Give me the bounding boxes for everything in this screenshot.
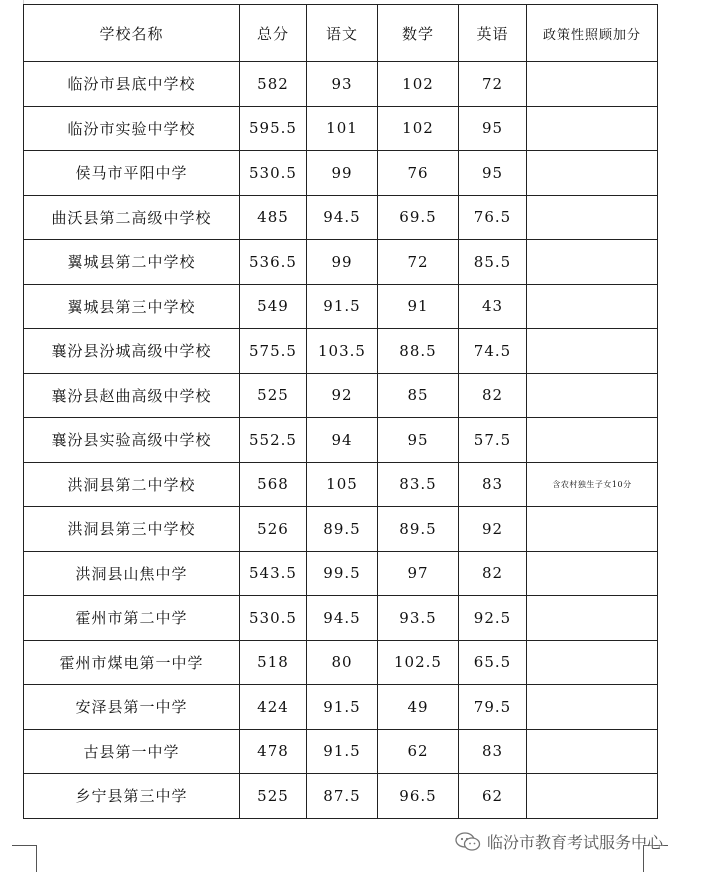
cell-school: 襄汾县赵曲高级中学校	[24, 373, 240, 418]
cell-total: 552.5	[240, 418, 307, 463]
cell-english: 76.5	[459, 195, 527, 240]
cell-math: 72	[378, 240, 459, 285]
cell-note	[527, 329, 658, 374]
cell-note	[527, 373, 658, 418]
cell-total: 485	[240, 195, 307, 240]
cell-chinese: 99	[307, 240, 378, 285]
cell-note	[527, 151, 658, 196]
table-row	[24, 240, 658, 285]
cell-school: 临汾市县底中学校	[24, 62, 240, 107]
cell-math: 97	[378, 551, 459, 596]
table-body	[24, 62, 658, 819]
cell-math: 102.5	[378, 640, 459, 685]
cell-note	[527, 596, 658, 641]
cell-note: 含农村独生子女10分	[527, 462, 658, 507]
table-row	[24, 774, 658, 819]
cell-chinese: 103.5	[307, 329, 378, 374]
cell-english: 57.5	[459, 418, 527, 463]
cell-chinese: 87.5	[307, 774, 378, 819]
cell-math: 102	[378, 62, 459, 107]
cell-school: 侯马市平阳中学	[24, 151, 240, 196]
cell-school: 洪洞县山焦中学	[24, 551, 240, 596]
scores-table	[23, 4, 658, 819]
cell-note	[527, 640, 658, 685]
cell-english: 79.5	[459, 685, 527, 730]
cell-school: 安泽县第一中学	[24, 685, 240, 730]
cell-chinese: 101	[307, 106, 378, 151]
header-row	[24, 5, 658, 62]
cell-note	[527, 685, 658, 730]
cell-english: 95	[459, 151, 527, 196]
cell-total: 526	[240, 507, 307, 552]
cell-school: 洪洞县第二中学校	[24, 462, 240, 507]
page-corner-mark-left-vertical	[36, 845, 37, 872]
cell-english: 83	[459, 462, 527, 507]
table-row	[24, 373, 658, 418]
cell-chinese: 99	[307, 151, 378, 196]
cell-english: 92.5	[459, 596, 527, 641]
cell-note	[527, 507, 658, 552]
table-row	[24, 195, 658, 240]
cell-note	[527, 284, 658, 329]
cell-total: 530.5	[240, 596, 307, 641]
cell-school: 洪洞县第三中学校	[24, 507, 240, 552]
cell-chinese: 92	[307, 373, 378, 418]
header-school: 学校名称	[24, 5, 240, 62]
table-row	[24, 106, 658, 151]
cell-total: 536.5	[240, 240, 307, 285]
cell-chinese: 94.5	[307, 596, 378, 641]
header-chinese: 语文	[307, 5, 378, 62]
cell-note	[527, 774, 658, 819]
cell-school: 翼城县第三中学校	[24, 284, 240, 329]
cell-chinese: 80	[307, 640, 378, 685]
cell-chinese: 99.5	[307, 551, 378, 596]
header-english: 英语	[459, 5, 527, 62]
table-row	[24, 685, 658, 730]
cell-english: 92	[459, 507, 527, 552]
table-row	[24, 462, 658, 507]
cell-total: 530.5	[240, 151, 307, 196]
cell-english: 62	[459, 774, 527, 819]
watermark-text: 临汾市教育考试服务中心	[487, 833, 664, 852]
cell-school: 古县第一中学	[24, 729, 240, 774]
cell-chinese: 94.5	[307, 195, 378, 240]
cell-school: 襄汾县实验高级中学校	[24, 418, 240, 463]
cell-english: 43	[459, 284, 527, 329]
cell-total: 595.5	[240, 106, 307, 151]
cell-english: 85.5	[459, 240, 527, 285]
header-math: 数学	[378, 5, 459, 62]
cell-math: 93.5	[378, 596, 459, 641]
cell-total: 525	[240, 774, 307, 819]
table-row	[24, 551, 658, 596]
cell-school: 霍州市第二中学	[24, 596, 240, 641]
cell-chinese: 105	[307, 462, 378, 507]
cell-school: 襄汾县汾城高级中学校	[24, 329, 240, 374]
table-row	[24, 62, 658, 107]
cell-math: 76	[378, 151, 459, 196]
cell-english: 95	[459, 106, 527, 151]
cell-english: 82	[459, 373, 527, 418]
cell-note	[527, 106, 658, 151]
cell-note	[527, 418, 658, 463]
cell-math: 88.5	[378, 329, 459, 374]
cell-total: 549	[240, 284, 307, 329]
header-policy-bonus: 政策性照顾加分	[527, 5, 658, 62]
cell-school: 曲沃县第二高级中学校	[24, 195, 240, 240]
cell-chinese: 94	[307, 418, 378, 463]
page-corner-mark-left	[12, 845, 37, 846]
cell-note	[527, 195, 658, 240]
cell-chinese: 93	[307, 62, 378, 107]
cell-school: 临汾市实验中学校	[24, 106, 240, 151]
cell-total: 525	[240, 373, 307, 418]
cell-school: 乡宁县第三中学	[24, 774, 240, 819]
cell-chinese: 91.5	[307, 729, 378, 774]
cell-math: 102	[378, 106, 459, 151]
cell-math: 85	[378, 373, 459, 418]
header-total: 总分	[240, 5, 307, 62]
cell-english: 83	[459, 729, 527, 774]
cell-school: 霍州市煤电第一中学	[24, 640, 240, 685]
cell-total: 424	[240, 685, 307, 730]
cell-math: 91	[378, 284, 459, 329]
cell-note	[527, 240, 658, 285]
cell-chinese: 89.5	[307, 507, 378, 552]
table-row	[24, 640, 658, 685]
cell-total: 478	[240, 729, 307, 774]
cell-note	[527, 551, 658, 596]
table-row	[24, 151, 658, 196]
cell-english: 74.5	[459, 329, 527, 374]
cell-math: 96.5	[378, 774, 459, 819]
watermark	[455, 830, 663, 853]
cell-total: 543.5	[240, 551, 307, 596]
cell-math: 95	[378, 418, 459, 463]
cell-total: 568	[240, 462, 307, 507]
cell-english: 65.5	[459, 640, 527, 685]
cell-chinese: 91.5	[307, 685, 378, 730]
cell-total: 575.5	[240, 329, 307, 374]
table-row	[24, 418, 658, 463]
cell-school: 翼城县第二中学校	[24, 240, 240, 285]
cell-math: 69.5	[378, 195, 459, 240]
wechat-icon	[455, 832, 481, 852]
cell-english: 72	[459, 62, 527, 107]
cell-math: 83.5	[378, 462, 459, 507]
cell-math: 49	[378, 685, 459, 730]
table-row	[24, 596, 658, 641]
table-row	[24, 284, 658, 329]
cell-english: 82	[459, 551, 527, 596]
cell-math: 89.5	[378, 507, 459, 552]
cell-note	[527, 62, 658, 107]
cell-total: 582	[240, 62, 307, 107]
cell-total: 518	[240, 640, 307, 685]
table-row	[24, 729, 658, 774]
cell-math: 62	[378, 729, 459, 774]
cell-chinese: 91.5	[307, 284, 378, 329]
table-row	[24, 507, 658, 552]
cell-note	[527, 729, 658, 774]
table-row	[24, 329, 658, 374]
